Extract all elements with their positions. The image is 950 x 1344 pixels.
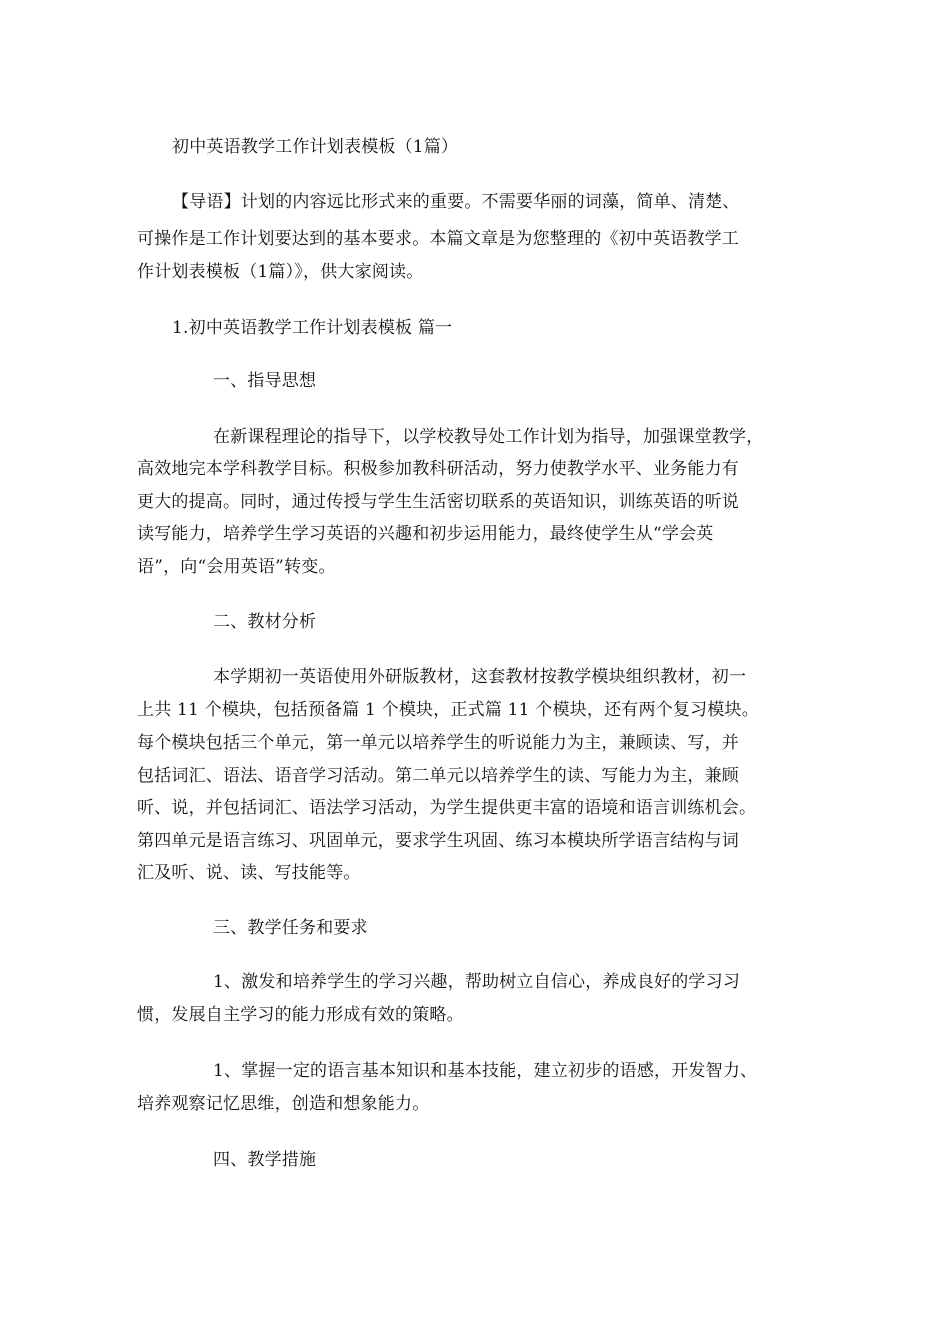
paragraph-line: 第四单元是语言练习、巩固单元，要求学生巩固、练习本模块所学语言结构与词 bbox=[137, 831, 739, 851]
section-title: 1.初中英语教学工作计划表模板 篇一 bbox=[172, 318, 453, 338]
heading-teaching-tasks: 三、教学任务和要求 bbox=[213, 918, 368, 938]
paragraph-line: 1、掌握一定的语言基本知识和基本技能，建立初步的语感，开发智力、 bbox=[213, 1061, 758, 1081]
paragraph-line: 更大的提高。同时，通过传授与学生生活密切联系的英语知识，训练英语的听说 bbox=[137, 492, 739, 512]
intro-line: 可操作是工作计划要达到的基本要求。本篇文章是为您整理的《初中英语教学工 bbox=[137, 229, 739, 249]
paragraph-line: 汇及听、说、读、写技能等。 bbox=[137, 863, 361, 883]
document-title: 初中英语教学工作计划表模板（1篇） bbox=[172, 137, 459, 157]
paragraph-line: 每个模块包括三个单元，第一单元以培养学生的听说能力为主，兼顾读、写，并 bbox=[137, 733, 739, 753]
heading-teaching-measures: 四、教学措施 bbox=[213, 1150, 317, 1170]
paragraph-line: 在新课程理论的指导下，以学校教导处工作计划为指导，加强课堂教学， bbox=[213, 427, 764, 447]
intro-line: 【导语】计划的内容远比形式来的重要。不需要华丽的词藻，简单、清楚、 bbox=[172, 192, 740, 212]
paragraph-line: 语”，向“会用英语”转变。 bbox=[137, 557, 336, 577]
paragraph-line: 听、说，并包括词汇、语法学习活动，为学生提供更丰富的语境和语言训练机会。 bbox=[137, 798, 757, 818]
paragraph-line: 包括词汇、语法、语音学习活动。第二单元以培养学生的读、写能力为主，兼顾 bbox=[137, 766, 739, 786]
heading-textbook-analysis: 二、教材分析 bbox=[213, 612, 317, 632]
paragraph-line: 读写能力，培养学生学习英语的兴趣和初步运用能力，最终使学生从“学会英 bbox=[137, 524, 714, 544]
paragraph-line: 高效地完本学科教学目标。积极参加教科研活动，努力使教学水平、业务能力有 bbox=[137, 459, 739, 479]
heading-guiding-ideology: 一、指导思想 bbox=[213, 371, 317, 391]
paragraph-line: 惯，发展自主学习的能力形成有效的策略。 bbox=[137, 1005, 464, 1025]
paragraph-line: 1、激发和培养学生的学习兴趣，帮助树立自信心，养成良好的学习习 bbox=[213, 972, 741, 992]
paragraph-line: 培养观察记忆思维，创造和想象能力。 bbox=[137, 1094, 430, 1114]
paragraph-line: 本学期初一英语使用外研版教材，这套教材按教学模块组织教材，初一 bbox=[213, 667, 747, 687]
intro-line: 作计划表模板（1篇）》，供大家阅读。 bbox=[137, 262, 424, 282]
paragraph-line: 上共 11 个模块，包括预备篇 1 个模块，正式篇 11 个模块，还有两个复习模块。 bbox=[137, 700, 759, 720]
